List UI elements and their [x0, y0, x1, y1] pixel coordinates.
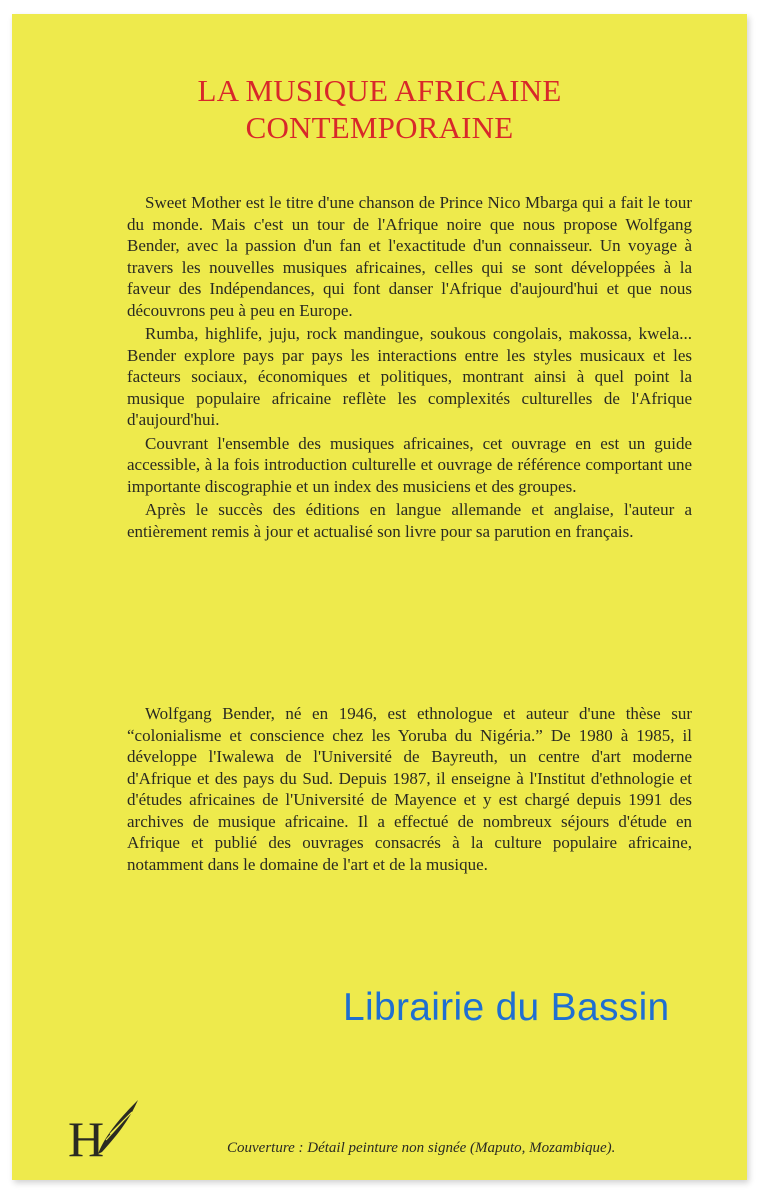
- description-paragraph: Couvrant l'ensemble des musiques africaines, cet ouvrage en est un guide accessible, à la fois introduction culturelle et ouvrage de référence comportant une importante discographie et un index des musiciens et des groupes.: [127, 433, 692, 496]
- author-biography: [127, 703, 692, 877]
- title-line-1: LA MUSIQUE AFRICAINE: [197, 73, 562, 108]
- description-paragraph: Après le succès des éditions en langue allemande et anglaise, l'auteur a entièrement remis à jour et actualisé son livre pour sa parution en français.: [127, 500, 692, 541]
- bookshop-watermark: Librairie du Bassin: [343, 986, 670, 1029]
- book-description: [127, 192, 692, 544]
- description-paragraph: Rumba, highlife, juju, rock mandingue, soukous congolais, makossa, kwela... Bender explore pays par pays les interactions entre les styles musicaux et les facteurs sociaux, économiques et politiques, montrant ainsi à quel point la musique populaire africaine reflète les complexités culturelles de l'Afrique d'aujourd'hui.: [127, 324, 692, 429]
- author-bio-paragraph: Wolfgang Bender, né en 1946, est ethnologue et auteur d'une thèse sur “colonialisme et conscience chez les Yoruba du Nigéria.” De 1980 à 1985, il développe l'Iwalewa de l'Université de Bayreuth, un centre d'art moderne d'Afrique et des pays du Sud. Depuis 1987, il enseigne à l'Institut d'ethnologie et d'études africaines de l'Université de Mayence et y est chargé depuis 1991 des archives de musique africaine. Il a effectué de nombreux séjours d'étude en Afrique et publié des ouvrages consacrés à la culture populaire africaine, notamment dans le domaine de l'art et de la musique.: [127, 704, 692, 874]
- title-line-2: CONTEMPORAINE: [245, 110, 514, 145]
- description-paragraph: Sweet Mother est le titre d'une chanson de Prince Nico Mbarga qui a fait le tour du monde. Mais c'est un tour de l'Afrique noire que nous propose Wolfgang Bender, avec la passion d'un fan et l'exactitude d'un connaisseur. Un voyage à travers les nouvelles musiques africaines, celles qui se sont développées à la faveur des Indépendances, qui font danser l'Afrique d'aujourd'hui et que nous découvrons peu à peu en Europe.: [127, 193, 692, 320]
- cover-credit: Couverture : Détail peinture non signée (Maputo, Mozambique).: [227, 1140, 616, 1156]
- book-title: [12, 72, 747, 146]
- svg-text:H: H: [68, 1111, 105, 1164]
- harmattan-logo-icon: [68, 1094, 148, 1164]
